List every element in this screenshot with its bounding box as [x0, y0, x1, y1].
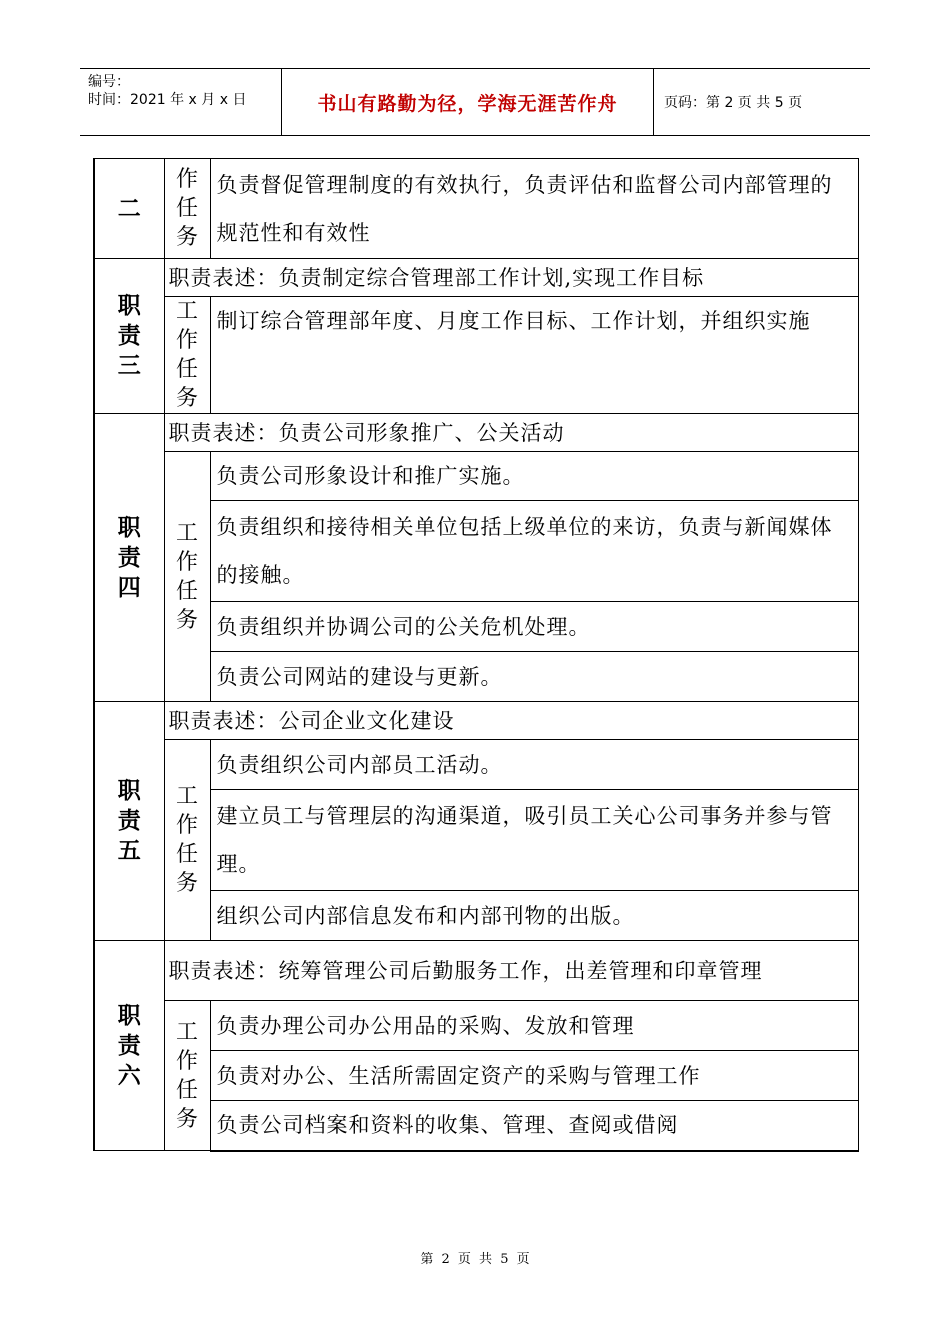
task-label-text: [165, 297, 210, 413]
duty-description: 职责表述：负责制定综合管理部工作计划,实现工作目标: [164, 259, 858, 297]
task-label-text: [165, 1018, 210, 1134]
label-char: 五: [117, 838, 141, 864]
duty-number-text: [95, 776, 164, 866]
duty-description: 职责表述：公司企业文化建设: [164, 702, 858, 740]
label-char: 职: [117, 293, 141, 319]
duty-number-text: [95, 1001, 164, 1091]
label-char: 作: [175, 328, 198, 353]
table-row: [94, 1001, 858, 1051]
duty-number: [94, 259, 164, 414]
header-meta: [80, 69, 282, 135]
header-page-info: 页码：第 2 页 共 5 页: [664, 95, 803, 111]
task-label-text: [165, 519, 210, 635]
time-label: 时间：2021 年 x 月 x 日: [88, 92, 247, 108]
label-char: 工: [175, 1019, 198, 1045]
task-label: [164, 297, 210, 414]
duty-number: [94, 414, 164, 702]
duty-number: [94, 702, 164, 941]
label-char: 作: [175, 813, 198, 838]
task-label-text: [165, 782, 210, 898]
label-char: 务: [175, 607, 198, 633]
code-label: 编号：: [88, 74, 130, 90]
task-text: 负责对办公、生活所需固定资产的采购与管理工作: [210, 1051, 858, 1101]
header-motto: 书山有路勤为径，学海无涯苦作舟: [282, 69, 654, 135]
task-label: [164, 1001, 210, 1151]
table-row: [94, 259, 858, 297]
task-text: 负责组织并协调公司的公关危机处理。: [210, 602, 858, 652]
duty-number: [94, 159, 164, 259]
label-char: 责: [117, 323, 141, 349]
page-header: [80, 68, 870, 136]
duty-description: 职责表述：统筹管理公司后勤服务工作，出差管理和印章管理: [164, 941, 858, 1001]
table-row: [94, 452, 858, 501]
duty-number-text: [95, 513, 164, 603]
label-char: 工: [175, 299, 198, 324]
task-text: 建立员工与管理层的沟通渠道，吸引员工关心公司事务并参与管理。: [210, 790, 858, 891]
label-char: 职: [117, 514, 141, 541]
task-text: 负责办理公司办公用品的采购、发放和管理: [210, 1001, 858, 1051]
task-label: [164, 452, 210, 702]
label-char: 责: [117, 1032, 141, 1059]
task-text: 负责组织公司内部员工活动。: [210, 740, 858, 790]
label-char: 任: [175, 842, 198, 867]
table-row: [94, 414, 858, 452]
label-char: 六: [117, 1062, 141, 1089]
duty-number-text: 二: [117, 195, 141, 222]
page-footer: 第 2 页 共 5 页: [420, 1252, 530, 1267]
label-char: 任: [175, 357, 198, 382]
label-char: 职: [117, 778, 141, 804]
label-char: 责: [117, 544, 141, 571]
table-row: [94, 702, 858, 740]
duty-table: [93, 158, 859, 1152]
task-text: 负责公司网站的建设与更新。: [210, 652, 858, 702]
label-char: 工: [175, 520, 198, 546]
task-text: 组织公司内部信息发布和内部刊物的出版。: [210, 891, 858, 941]
label-char: 三: [117, 353, 141, 379]
label-char: 四: [117, 574, 141, 601]
duty-number: [94, 941, 164, 1151]
table-row: [94, 740, 858, 790]
task-label: [164, 740, 210, 941]
task-text: 负责督促管理制度的有效执行，负责评估和监督公司内部管理的规范性和有效性: [210, 159, 858, 259]
table-row: [94, 297, 858, 414]
label-char: 务: [175, 1106, 198, 1132]
label-char: 责: [117, 808, 141, 834]
label-char: 任: [175, 1077, 198, 1103]
task-text: 负责组织和接待相关单位包括上级单位的来访，负责与新闻媒体的接触。: [210, 501, 858, 602]
label-char: 务: [175, 225, 198, 250]
duty-description: 职责表述：负责公司形象推广、公关活动: [164, 414, 858, 452]
label-char: 作: [175, 549, 198, 575]
label-char: 作: [175, 167, 198, 192]
duty-number-text: [95, 291, 164, 381]
table-row: [94, 941, 858, 1001]
task-label: [164, 159, 210, 259]
label-char: 职: [117, 1002, 141, 1029]
task-text: 负责公司档案和资料的收集、管理、查阅或借阅: [210, 1101, 858, 1151]
label-char: 作: [175, 1048, 198, 1074]
task-text: 制订综合管理部年度、月度工作目标、工作计划，并组织实施: [210, 297, 858, 414]
label-char: 工: [175, 784, 198, 809]
label-char: 务: [175, 386, 198, 411]
task-text: 负责公司形象设计和推广实施。: [210, 452, 858, 501]
task-label-text: [165, 165, 210, 252]
label-char: 务: [175, 871, 198, 896]
label-char: 任: [175, 196, 198, 221]
label-char: 任: [175, 578, 198, 604]
table-row: [94, 159, 858, 259]
